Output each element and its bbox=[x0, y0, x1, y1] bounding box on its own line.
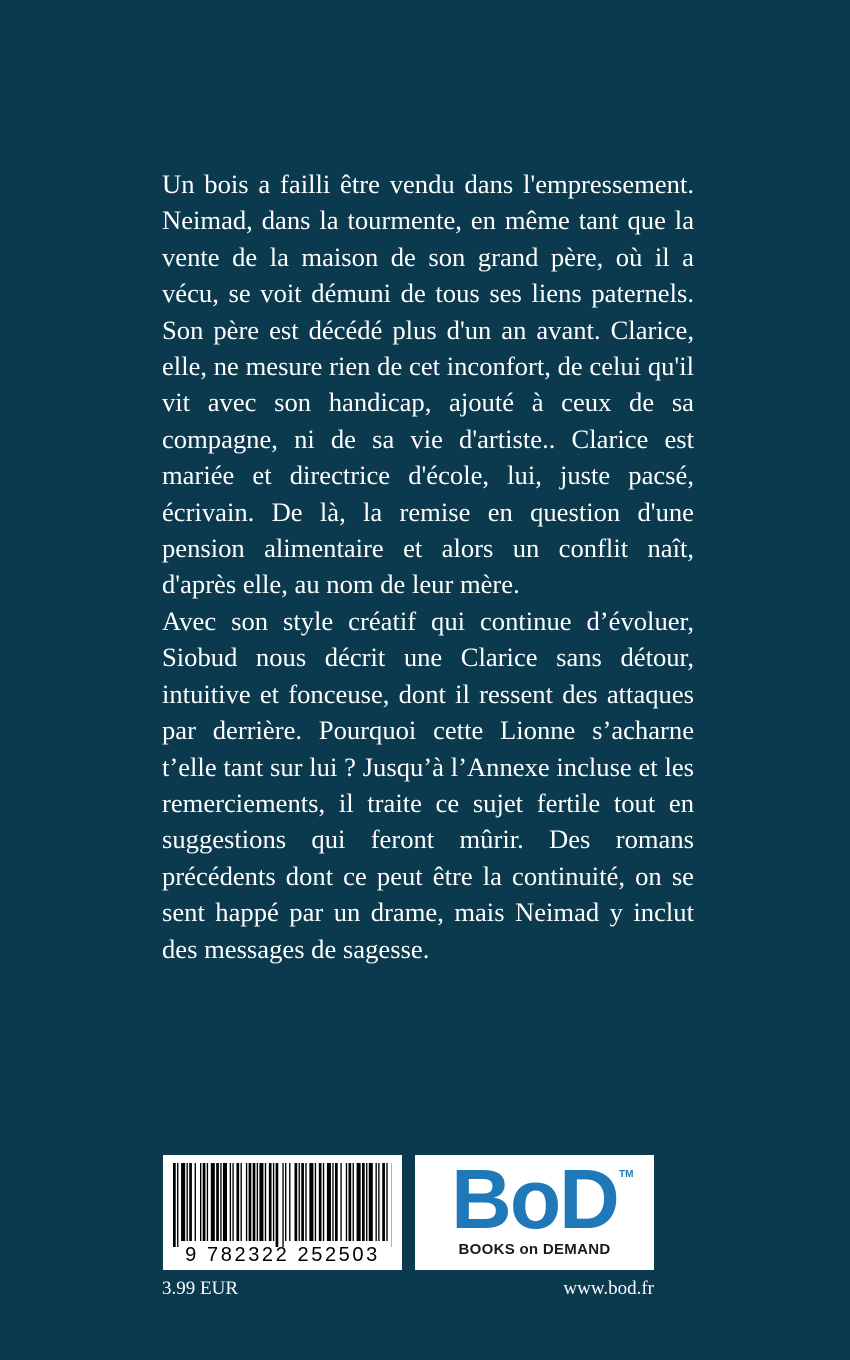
barcode-bar bbox=[230, 1163, 231, 1241]
barcode-bar bbox=[207, 1163, 208, 1241]
barcode-bar bbox=[177, 1163, 178, 1247]
barcode-bar bbox=[315, 1163, 316, 1241]
barcode-bar bbox=[236, 1163, 239, 1241]
isbn-number: 9 782322 252503 bbox=[185, 1244, 380, 1266]
barcode-bar bbox=[295, 1163, 298, 1241]
publisher-logo bbox=[415, 1152, 654, 1270]
barcode-bar bbox=[246, 1163, 247, 1241]
barcode-bar bbox=[327, 1163, 331, 1241]
barcode-bar bbox=[369, 1163, 373, 1241]
barcode-bar bbox=[181, 1163, 185, 1241]
price-label: 3.99 EUR bbox=[162, 1278, 238, 1299]
barcode-bar bbox=[257, 1163, 258, 1241]
barcode-bar bbox=[187, 1163, 188, 1241]
barcode-bar bbox=[309, 1163, 313, 1241]
barcode-bar bbox=[203, 1163, 206, 1241]
barcode-bar bbox=[305, 1163, 306, 1241]
barcode-bar bbox=[323, 1163, 324, 1241]
barcode-bar bbox=[382, 1163, 385, 1241]
barcode-bar bbox=[346, 1163, 347, 1241]
barcode-bar bbox=[253, 1163, 256, 1241]
barcode-bar bbox=[282, 1163, 283, 1247]
barcode-bar bbox=[276, 1163, 279, 1247]
barcode-bar bbox=[211, 1163, 215, 1241]
barcode-bar bbox=[340, 1163, 341, 1241]
isbn-barcode bbox=[163, 1155, 402, 1270]
barcode-bar bbox=[299, 1163, 300, 1241]
barcode-bar bbox=[269, 1163, 272, 1241]
barcode-bar bbox=[173, 1163, 176, 1247]
barcode-bar bbox=[362, 1163, 365, 1241]
barcode-bar bbox=[335, 1163, 338, 1241]
bod-logo-text: BoD bbox=[451, 1152, 618, 1246]
barcode-bar bbox=[259, 1163, 263, 1241]
barcode-bar bbox=[378, 1163, 379, 1241]
barcode-bar bbox=[376, 1163, 377, 1241]
blurb-paragraph-2: Avec son style créatif qui continue d’évoluer, Siobud nous décrit une Clarice sans détour, intuitive et fonceuse, dont il ressent des attaques par derrière. Pourquoi cette Lionne s’acharne t’elle tant sur lui ? Jusqu’à l’Annexe incluse et les remerciements, il traite ce sujet fertile tout en suggestions qui feront mûrir. Des romans précédents dont ce peut être la continuité, on se sent happé par un drame, mais Neimad y inclut des messages de sagesse. bbox=[162, 605, 694, 964]
barcode-bar bbox=[273, 1163, 274, 1241]
blurb-paragraph-1: Un bois a failli être vendu dans l'empressement. Neimad, dans la tourmente, en même tant que la vente de la maison de son grand père, où il a vécu, se voit démuni de tous ses liens paternels. Son père est décédé plus d'un an avant. Clarice, elle, ne mesure rien de cet inconfort, de celui qu'il vit avec son handicap, ajouté à ceux de sa compagne, ni de sa vie d'artiste.. Clarice est mariée et directrice d'école, lui, juste pacsé, écrivain. De là, la remise en question d'une pension alimentaire et alors un conflit naît, d'après elle, au nom de leur mère. bbox=[162, 169, 694, 600]
barcode-bar bbox=[386, 1163, 387, 1241]
barcode-bar bbox=[289, 1163, 290, 1241]
barcode-bar bbox=[232, 1163, 233, 1241]
barcode-bar bbox=[265, 1163, 266, 1241]
barcode-bar bbox=[189, 1163, 192, 1241]
barcode-bar bbox=[319, 1163, 322, 1241]
barcode-bar bbox=[357, 1163, 361, 1241]
publisher-tagline: BOOKS on DEMAND bbox=[458, 1241, 611, 1258]
barcode-bar bbox=[241, 1163, 242, 1241]
barcode-bar bbox=[301, 1163, 304, 1241]
barcode-bar bbox=[285, 1163, 286, 1241]
publisher-website: www.bod.fr bbox=[563, 1278, 654, 1299]
trademark-symbol: TM bbox=[619, 1169, 634, 1180]
barcode-bar bbox=[353, 1163, 354, 1241]
barcode-bar bbox=[223, 1163, 227, 1241]
book-blurb bbox=[162, 166, 694, 967]
barcode-bar bbox=[349, 1163, 352, 1241]
barcode-bar bbox=[332, 1163, 333, 1241]
barcode-bar bbox=[195, 1163, 196, 1241]
barcode-bar bbox=[249, 1163, 252, 1241]
barcode-bar bbox=[220, 1163, 221, 1241]
barcode-bar bbox=[216, 1163, 219, 1241]
barcode-bar bbox=[200, 1163, 201, 1241]
barcode-bar bbox=[366, 1163, 367, 1241]
